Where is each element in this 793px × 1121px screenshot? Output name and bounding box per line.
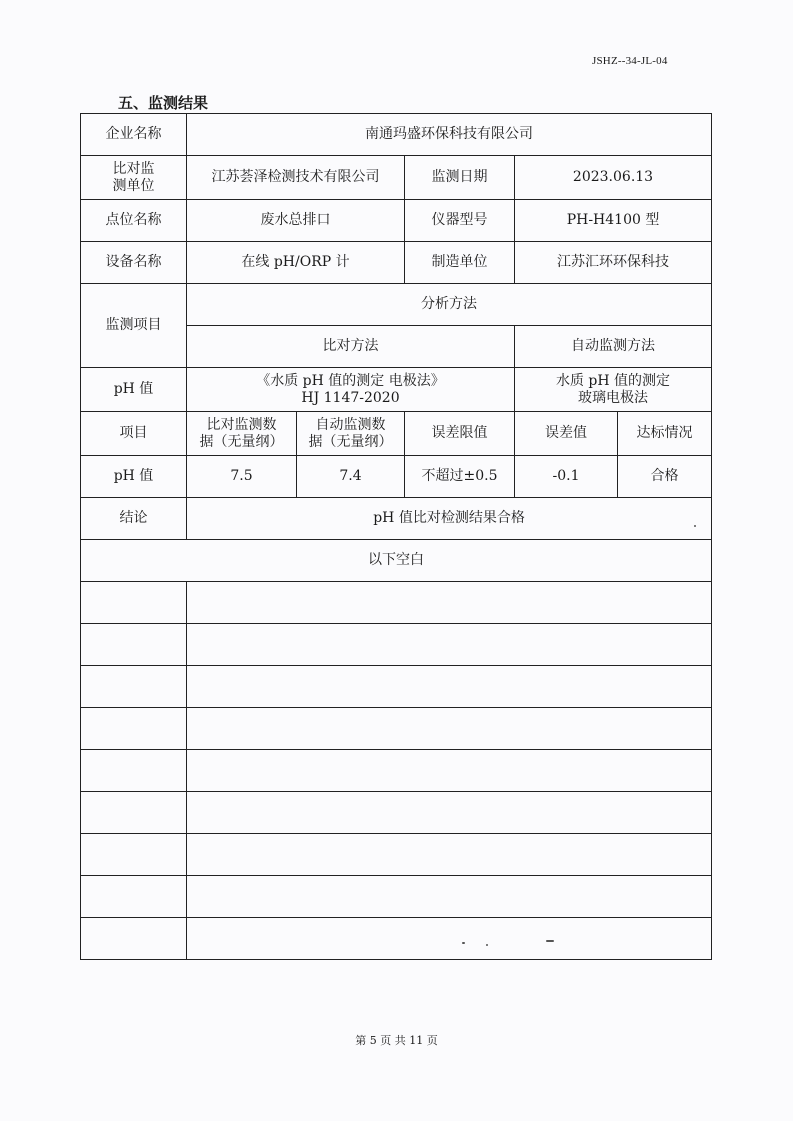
row-item: pH 值 [81, 456, 187, 498]
point-label: 点位名称 [81, 200, 187, 242]
scan-speck [486, 944, 488, 946]
page-number: 第 5 页 共 11 页 [355, 1034, 438, 1047]
company-value: 南通玛盛环保科技有限公司 [187, 114, 712, 156]
item-label: 监测项目 [81, 284, 187, 368]
row-auto-data: 7.4 [297, 456, 405, 498]
col-header-item: 项目 [81, 412, 187, 456]
blank-row [81, 834, 712, 876]
conclusion-value: pH 值比对检测结果合格 [187, 498, 712, 540]
compare-unit-label: 比对监 测单位 [81, 156, 187, 200]
maker-value: 江苏汇环环保科技 [515, 242, 712, 284]
document-code: JSHZ--34-JL-04 [592, 55, 668, 67]
blank-row [81, 708, 712, 750]
blank-row [81, 876, 712, 918]
scan-speck [462, 942, 465, 944]
row-status: 合格 [618, 456, 712, 498]
row-error: -0.1 [515, 456, 618, 498]
model-label: 仪器型号 [405, 200, 515, 242]
company-label: 企业名称 [81, 114, 187, 156]
device-value: 在线 pH/ORP 计 [187, 242, 405, 284]
col-header-compare-data: 比对监测数 据（无量纲） [187, 412, 297, 456]
compare-method-value: 《水质 pH 值的测定 电极法》 HJ 1147-2020 [187, 368, 515, 412]
date-label: 监测日期 [405, 156, 515, 200]
monitoring-result-table [80, 113, 712, 960]
blank-note: 以下空白 [81, 540, 712, 582]
section-title: 五、监测结果 [118, 94, 209, 112]
device-label: 设备名称 [81, 242, 187, 284]
maker-label: 制造单位 [405, 242, 515, 284]
blank-row [81, 666, 712, 708]
blank-row [81, 918, 712, 960]
row-compare-data: 7.5 [187, 456, 297, 498]
col-header-auto-data: 自动监测数 据（无量纲） [297, 412, 405, 456]
analysis-method-header: 分析方法 [187, 284, 712, 326]
blank-row [81, 624, 712, 666]
point-value: 废水总排口 [187, 200, 405, 242]
blank-row [81, 750, 712, 792]
model-value: PH-H4100 型 [515, 200, 712, 242]
col-header-limit: 误差限值 [405, 412, 515, 456]
compare-unit-value: 江苏荟泽检测技术有限公司 [187, 156, 405, 200]
scan-speck [546, 940, 554, 942]
ph-method-label: pH 值 [81, 368, 187, 412]
date-value: 2023.06.13 [515, 156, 712, 200]
row-limit: 不超过±0.5 [405, 456, 515, 498]
scan-speck [694, 525, 696, 527]
auto-method-header: 自动监测方法 [515, 326, 712, 368]
auto-method-value: 水质 pH 值的测定 玻璃电极法 [515, 368, 712, 412]
blank-row [81, 792, 712, 834]
blank-row [81, 582, 712, 624]
col-header-error: 误差值 [515, 412, 618, 456]
conclusion-label: 结论 [81, 498, 187, 540]
col-header-status: 达标情况 [618, 412, 712, 456]
compare-method-header: 比对方法 [187, 326, 515, 368]
